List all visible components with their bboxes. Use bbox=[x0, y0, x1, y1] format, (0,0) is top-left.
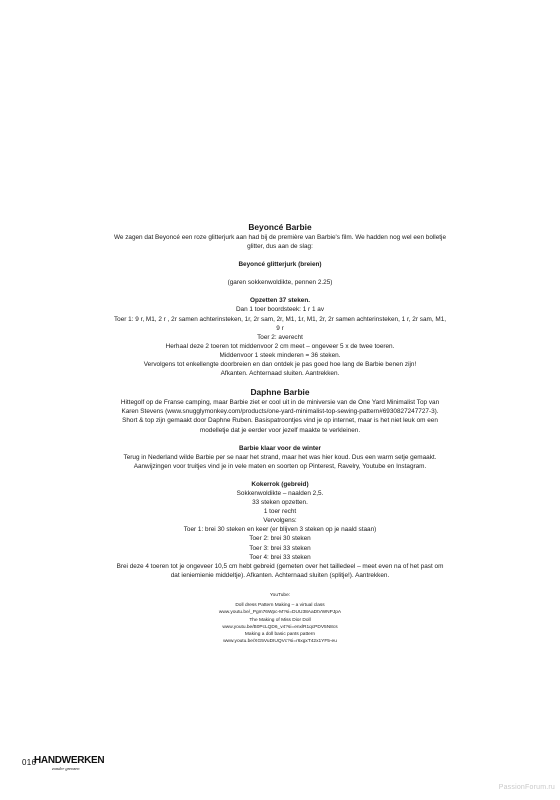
video-link[interactable]: www.youtu.be/XG5VuDIUQVc?si=r6xgxT42x1YF5-eu bbox=[223, 639, 337, 645]
instruction-line: Toer 4: brei 33 steken bbox=[249, 553, 311, 561]
youtube-heading: YouTube: bbox=[269, 592, 291, 598]
page-number: 016 bbox=[22, 758, 37, 767]
instruction-line: Brei deze 4 toeren tot je ongeveer 10,5 cm hebt gebreid (gemeten over het tailledeel – meet even na of het past om bbox=[116, 562, 444, 570]
instruction-line: Toer 1: 9 r, M1, 2 r , 2r samen achterinsteken, 1r, 2r sam, 2r, M1, 1r, M1, 2r, 2r samen achterinsteken, 1 r, 2r sam, M1, bbox=[113, 315, 447, 323]
instruction-line: Toer 2: brei 30 steken bbox=[249, 535, 311, 543]
instruction-line: 9 r bbox=[276, 324, 284, 332]
video-link[interactable]: www.youtu.be/_Pgm76Wpc-M?si=DUU38AaDtVWNPJpA bbox=[218, 610, 342, 616]
instruction-line: Dan 1 toer boordsteek: 1 r 1 av bbox=[235, 306, 325, 314]
instruction-line: 33 steken opzetten. bbox=[252, 499, 308, 507]
instruction-line: 1 toer recht bbox=[263, 508, 297, 516]
section-title-daphne: Daphne Barbie bbox=[250, 387, 310, 398]
subsection-title-kokerrok: Kokerrok (gebreid) bbox=[251, 480, 309, 488]
article-content bbox=[60, 222, 500, 645]
instruction-line: Herhaal deze 2 toeren tot middenvoor 2 cm meet – ongeveer 5 x de twee toeren. bbox=[165, 342, 395, 350]
paragraph-line: We zagen dat Beyoncé een roze glitterjurk aan had bij de première van Barbie's film. We hadden nog wel een bolletje bbox=[113, 234, 447, 241]
video-link[interactable]: www.youtu.be/B0PcLQD6_v4?si=enxlR1qcPDV5N8cs bbox=[222, 624, 338, 630]
section-title-beyonce: Beyoncé Barbie bbox=[248, 222, 312, 232]
cast-on-heading: Opzetten 37 steken. bbox=[249, 297, 311, 305]
subsection-title-glitterjurk: Beyoncé glitterjurk (breien) bbox=[238, 261, 322, 269]
paragraph-line: Terug in Nederland wilde Barbie per se naar het strand, maar het was hier koud. Dus een warm setje gemaakt. bbox=[123, 453, 437, 461]
watermark: PassionForum.ru bbox=[498, 784, 555, 791]
paragraph-line: modelletje dat je eerder voor jezelf maakte te verkleinen. bbox=[199, 426, 361, 434]
paragraph-line: glitter, dus aan de slag: bbox=[247, 243, 313, 251]
video-title: Making a doll basic pants pattern bbox=[244, 631, 316, 637]
instruction-line: Middenvoor 1 steek minderen = 36 steken. bbox=[219, 351, 341, 359]
subsection-title-winter: Barbie klaar voor de winter bbox=[238, 444, 322, 452]
instruction-line: Afkanten. Achternaad sluiten. Aantrekken. bbox=[220, 370, 340, 378]
paragraph-line: Karen Stevens (www.snugglymonkey.com/products/one-yard-minimalist-top-sewing-pattern#6930827247727-3). bbox=[121, 408, 439, 416]
instruction-line: Toer 1: brei 30 steken en keer (er blijven 3 steken op je naald staan) bbox=[183, 526, 377, 534]
youtube-links bbox=[60, 592, 500, 645]
paragraph-line: Short & top zijn gemaakt door Daphne Ruben. Basispatroontjes vind je op internet, maar is het niet leuk om een bbox=[122, 417, 438, 425]
instruction-line: dat ieniemienie middeltje). Afkanten. Achternaad sluiten (splitje!). Aantrekken. bbox=[170, 571, 390, 579]
video-title: Doll dress Pattern Making – a virtual class bbox=[235, 603, 325, 609]
instruction-line: Toer 3: brei 33 steken bbox=[249, 544, 311, 552]
video-title: The Making of Miss Dior Doll bbox=[249, 617, 311, 623]
paragraph-line: Aanwijzingen voor truitjes vind je in vele maten en soorten op Pinterest, Ravelry, Youtube en Instagram. bbox=[133, 462, 427, 470]
yarn-note: (garen sokkenwoldikte, pennen 2.25) bbox=[227, 279, 333, 287]
magazine-logo bbox=[22, 755, 142, 773]
paragraph-line: Hittegolf op de Franse camping, maar Barbie ziet er cool uit in de miniversie van de One Yard Minimalist Top van bbox=[120, 399, 440, 407]
brand-tagline: zonder grenzen bbox=[52, 766, 80, 771]
instruction-line: Vervolgens tot enkellengte doorbreien en dan ontdek je pas goed hoe lang de Barbie benen zijn! bbox=[143, 361, 417, 369]
instruction-line: Sokkenwoldikte – naalden 2,5. bbox=[236, 489, 324, 497]
brand-name: HANDWERKEN bbox=[34, 755, 105, 766]
instruction-line: Vervolgens: bbox=[263, 517, 297, 525]
instruction-line: Toer 2: averecht bbox=[257, 333, 303, 341]
